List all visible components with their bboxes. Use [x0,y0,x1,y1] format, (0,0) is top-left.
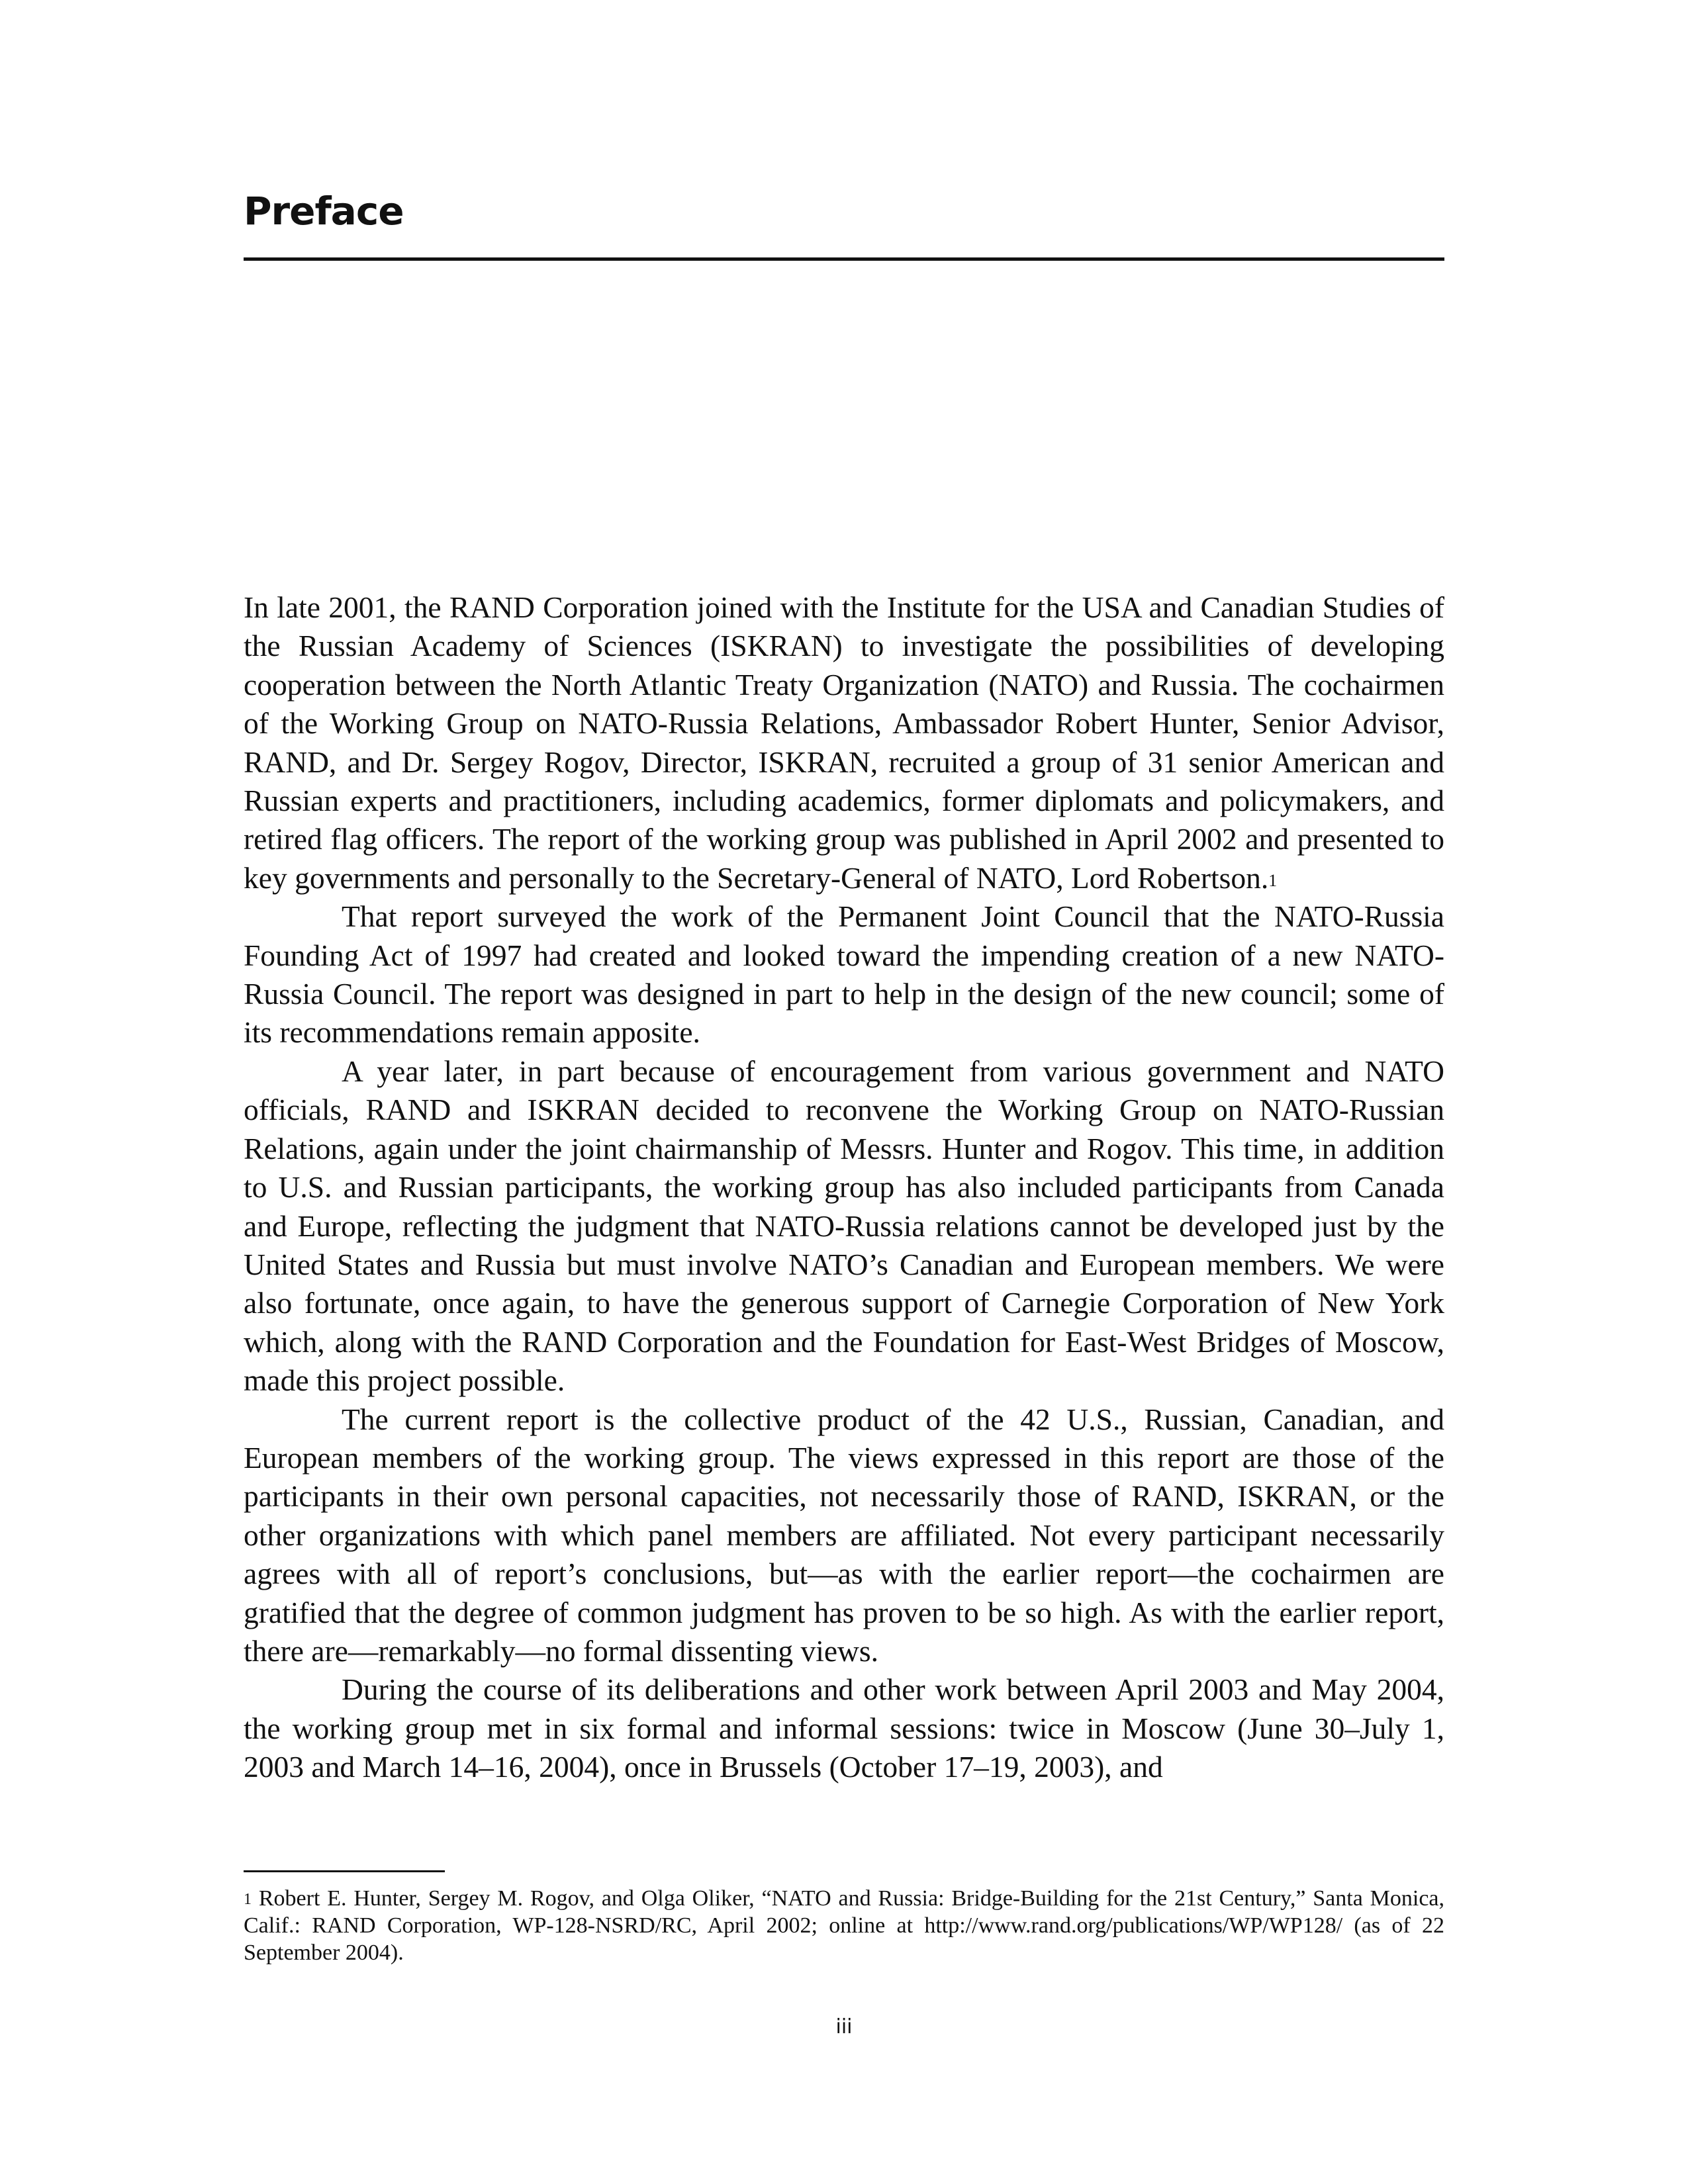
footnote-divider [244,1870,445,1872]
footnote [244,1885,1444,1966]
footnote-reference: 1 [1268,870,1278,890]
page-number: iii [835,2015,853,2038]
page-title: Preface [244,189,404,234]
heading-divider [244,257,1444,261]
footnote-number: 1 [244,1891,252,1908]
paragraph-5: During the course of its deliberations and other work between April 2003 and May 2004, the working group met in six formal and informal sessions: twice in Moscow (June 30–July 1, 2003 and March 14–16, 2004), once in Brussels (October 17–19, 2003), and [244,1672,1444,1784]
paragraph-2: That report surveyed the work of the Permanent Joint Council that the NATO-Russia Founding Act of 1997 had created and looked toward the impending creation of a new NATO-Russia Council. The report was designed in part to help in the design of the new council; some of its recommendations remain apposite. [244,899,1444,1050]
paragraph-1-text: In late 2001, the RAND Corporation joined with the Institute for the USA and Canadian Studies of the Russian Academy of Sciences (ISKRAN) to investigate the possibilities of developing cooperation between the North Atlantic Treaty Organization (NATO) and Russia. The cochairmen of the Working Group on NATO-Russia Relations, Ambassador Robert Hunter, Senior Advisor, RAND, and Dr. Sergey Rogov, Director, ISKRAN, recruited a group of 31 senior American and Russian experts and practitioners, including academics, former diplomats and policymakers, and retired flag officers. The report of the working group was published in April 2002 and presented to key governments and personally to the Secretary-General of NATO, Lord Robertson. [244,590,1444,895]
paragraph-3: A year later, in part because of encouragement from various government and NATO officials, RAND and ISKRAN decided to reconvene the Working Group on NATO-Russian Relations, again under the joint chairmanship of Messrs. Hunter and Rogov. This time, in addition to U.S. and Russian participants, the working group has also included participants from Canada and Europe, reflecting the judgment that NATO-Russia relations cannot be developed just by the United States and Russia but must involve NATO’s Canadian and European members. We were also fortunate, once again, to have the generous support of Carnegie Corporation of New York which, along with the RAND Corporation and the Foundation for East-West Bridges of Moscow, made this project possible. [244,1054,1444,1398]
footnote-text: Robert E. Hunter, Sergey M. Rogov, and Olga Oliker, “NATO and Russia: Bridge-Building for the 21st Century,” Santa Monica, Calif.: RAND Corporation, WP-128-NSRD/RC, April 2002; online at http://www.rand.org/publications/WP/​WP128/ (as of 22 September 2004). [244,1886,1445,1965]
paragraph-4: The current report is the collective product of the 42 U.S., Russian, Canadian, and European members of the working group. The views expressed in this report are those of the participants in their own personal capacities, not necessarily those of RAND, ISKRAN, or the other organizations with which panel members are affiliated. Not every participant necessarily agrees with all of report’s conclusions, but—as with the earlier report—the cochairmen are gratified that the degree of common judgment has proven to be so high. As with the earlier report, there are—remarkably—no formal dissenting views. [244,1402,1444,1668]
paragraph-1 [244,588,1444,897]
body-text [244,588,1444,1787]
